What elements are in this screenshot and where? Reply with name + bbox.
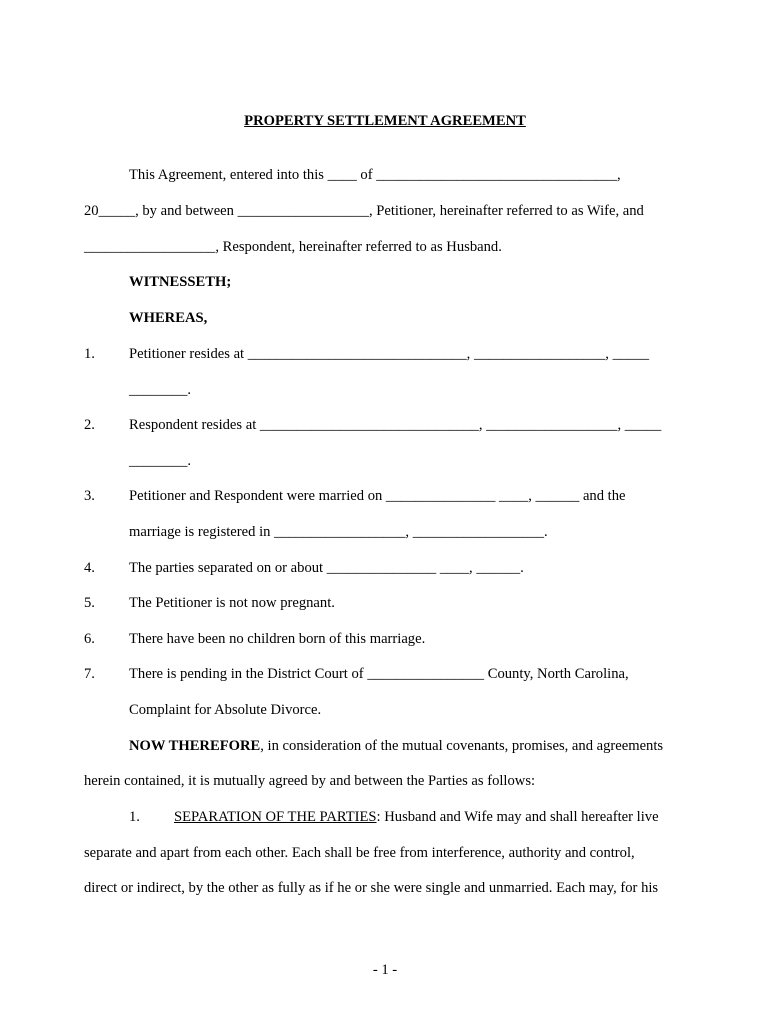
section-1-text: : Husband and Wife may and shall hereafter live [376,809,659,825]
recital-number: 4. [84,560,95,576]
section-1-heading: SEPARATION OF THE PARTIES [174,809,377,825]
section-1-line-2: separate and apart from each other. Each shall be free from interference, authority and control, [84,845,635,861]
intro-line-3: __________________, Respondent, hereinafter referred to as Husband. [84,239,502,255]
witnesseth-heading: WITNESSETH; [129,274,232,290]
recital-number: 6. [84,631,95,647]
section-1-number: 1. [129,809,140,825]
recital-text: The parties separated on or about _______________ ____, ______. [129,560,524,576]
whereas-heading: WHEREAS, [129,310,208,326]
recital-text-continued: Complaint for Absolute Divorce. [129,702,322,718]
recital-text: The Petitioner is not now pregnant. [129,595,335,611]
section-1-line-3: direct or indirect, by the other as fully as if he or she were single and unmarried. Each may, for his [84,880,659,896]
recital-text: Petitioner and Respondent were married on _______________ ____, ______ and the [129,488,626,504]
intro-line-2: 20_____, by and between __________________, Petitioner, hereinafter referred to as Wife, and [84,203,644,219]
intro-line-1: This Agreement, entered into this ____ of _________________________________, [129,167,621,183]
recital-number: 3. [84,488,95,504]
recital-number: 7. [84,666,95,682]
recital-text: There have been no children born of this marriage. [129,631,426,647]
now-therefore-line-2: herein contained, it is mutually agreed by and between the Parties as follows: [84,773,536,789]
recital-number: 1. [84,346,95,362]
now-therefore-text: , in consideration of the mutual covenants, promises, and agreements [260,738,664,754]
recital-text: Petitioner resides at ______________________________, __________________, _____ [129,346,650,362]
page-number: - 1 - [372,962,398,978]
recital-number: 2. [84,417,95,433]
recital-text: There is pending in the District Court of ________________ County, North Carolina, [129,666,629,682]
recital-text-continued: marriage is registered in __________________, __________________. [129,524,548,540]
now-therefore-lead: NOW THEREFORE [129,738,261,754]
recital-number: 5. [84,595,95,611]
document-title: PROPERTY SETTLEMENT AGREEMENT [244,113,526,129]
recital-text-continued: ________. [129,453,192,469]
recital-text-continued: ________. [129,382,192,398]
section-1-first-line [174,808,659,826]
now-therefore-paragraph [129,737,663,755]
recital-text: Respondent resides at ______________________________, __________________, _____ [129,417,662,433]
